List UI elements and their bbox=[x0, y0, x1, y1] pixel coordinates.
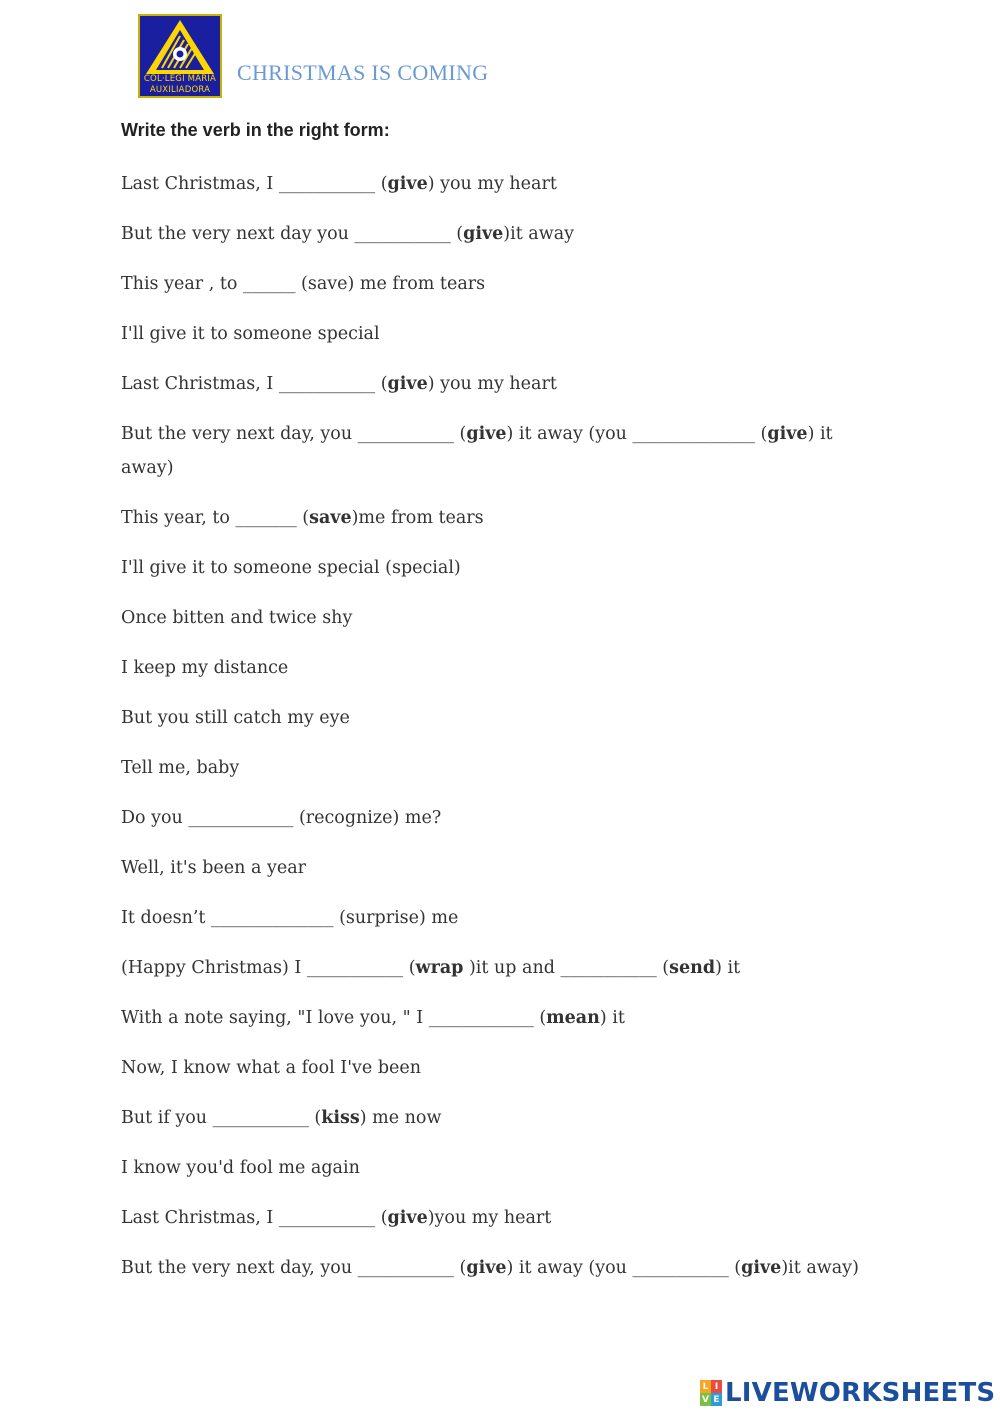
line-text: I keep my distance bbox=[121, 658, 289, 678]
worksheet-line bbox=[121, 217, 881, 251]
worksheet-line bbox=[121, 417, 881, 485]
worksheet-line bbox=[121, 367, 881, 401]
logo-tile: E bbox=[711, 1393, 722, 1406]
worksheet-line bbox=[121, 901, 881, 935]
lyrics-list bbox=[121, 167, 881, 1301]
line-text: ) it away) bbox=[121, 424, 833, 478]
logo-tile: L bbox=[700, 1380, 711, 1393]
line-text: )me from tears bbox=[351, 508, 484, 528]
line-text: ) it bbox=[599, 1008, 625, 1028]
line-text: Once bitten and twice shy bbox=[121, 608, 353, 628]
line-text: I'll give it to someone special bbox=[121, 324, 380, 344]
worksheet-line bbox=[121, 1051, 881, 1085]
line-text: This year , to ______ (save) me from tears bbox=[121, 274, 486, 294]
verb-hint: send bbox=[669, 958, 716, 978]
verb-hint: give bbox=[387, 1208, 428, 1228]
line-text: ) it away (you ______________ ( bbox=[506, 424, 768, 444]
verb-hint: mean bbox=[546, 1008, 600, 1028]
line-text: ) me now bbox=[359, 1108, 442, 1128]
line-text: But the very next day, you ___________ ( bbox=[121, 424, 467, 444]
verb-hint: save bbox=[309, 508, 352, 528]
verb-hint: kiss bbox=[321, 1108, 360, 1128]
line-text: Last Christmas, I ___________ ( bbox=[121, 174, 388, 194]
worksheet-line bbox=[121, 601, 881, 635]
line-text: ) it away (you ___________ ( bbox=[506, 1258, 742, 1278]
line-text: With a note saying, "I love you, " I ____________ ( bbox=[121, 1008, 547, 1028]
worksheet-line bbox=[121, 267, 881, 301]
liveworksheets-logo-icon bbox=[700, 1380, 722, 1406]
line-text: Now, I know what a fool I've been bbox=[121, 1058, 422, 1078]
verb-hint: give bbox=[463, 224, 504, 244]
line-text: Do you ____________ (recognize) me? bbox=[121, 808, 442, 828]
line-text: )it away bbox=[503, 224, 575, 244]
line-text: But if you ___________ ( bbox=[121, 1108, 322, 1128]
worksheet-line bbox=[121, 651, 881, 685]
line-text: This year, to _______ ( bbox=[121, 508, 310, 528]
worksheet-line bbox=[121, 1201, 881, 1235]
line-text: )it away) bbox=[781, 1258, 859, 1278]
line-text: )it up and ___________ ( bbox=[463, 958, 670, 978]
worksheet-line bbox=[121, 751, 881, 785]
verb-hint: give bbox=[466, 1258, 507, 1278]
worksheet-line bbox=[121, 1251, 881, 1285]
liveworksheets-brand: LIVEWORKSHEETS bbox=[725, 1378, 996, 1408]
line-text: ) you my heart bbox=[427, 374, 557, 394]
line-text: Tell me, baby bbox=[121, 758, 240, 778]
verb-hint: give bbox=[741, 1258, 782, 1278]
line-text: I know you'd fool me again bbox=[121, 1158, 360, 1178]
line-text: It doesn’t ______________ (surprise) me bbox=[121, 908, 459, 928]
page-title: CHRISTMAS IS COMING bbox=[237, 60, 489, 85]
worksheet-line bbox=[121, 1151, 881, 1185]
school-logo bbox=[138, 14, 222, 98]
worksheet-line bbox=[121, 501, 881, 535]
verb-hint: give bbox=[387, 374, 428, 394]
worksheet-line bbox=[121, 1001, 881, 1035]
line-text: But you still catch my eye bbox=[121, 708, 350, 728]
school-logo-emblem bbox=[140, 16, 220, 96]
logo-tile: V bbox=[700, 1393, 711, 1406]
line-text: But the very next day, you ___________ ( bbox=[121, 1258, 467, 1278]
instruction-text: Write the verb in the right form: bbox=[121, 120, 390, 140]
line-text: Last Christmas, I ___________ ( bbox=[121, 1208, 388, 1228]
worksheet-line bbox=[121, 701, 881, 735]
verb-hint: give bbox=[466, 424, 507, 444]
verb-hint: wrap bbox=[415, 958, 464, 978]
line-text: Last Christmas, I ___________ ( bbox=[121, 374, 388, 394]
line-text: Well, it's been a year bbox=[121, 858, 307, 878]
line-text: (Happy Christmas) I ___________ ( bbox=[121, 958, 416, 978]
verb-hint: give bbox=[387, 174, 428, 194]
verb-hint: give bbox=[767, 424, 808, 444]
line-text: I'll give it to someone special (special) bbox=[121, 558, 461, 578]
worksheet-line bbox=[121, 167, 881, 201]
worksheet-line bbox=[121, 1101, 881, 1135]
worksheet-line bbox=[121, 951, 881, 985]
line-text: ) you my heart bbox=[427, 174, 557, 194]
line-text: )you my heart bbox=[427, 1208, 552, 1228]
worksheet-line bbox=[121, 551, 881, 585]
liveworksheets-footer bbox=[700, 1376, 995, 1410]
worksheet-line bbox=[121, 851, 881, 885]
logo-tile: I bbox=[711, 1380, 722, 1393]
line-text: ) it bbox=[715, 958, 741, 978]
line-text: But the very next day you ___________ ( bbox=[121, 224, 464, 244]
worksheet-line bbox=[121, 317, 881, 351]
logo-text-line1: COL·LEGI MARIA bbox=[143, 74, 217, 84]
logo-text-line2: AUXILIADORA bbox=[149, 85, 211, 95]
worksheet-line bbox=[121, 801, 881, 835]
